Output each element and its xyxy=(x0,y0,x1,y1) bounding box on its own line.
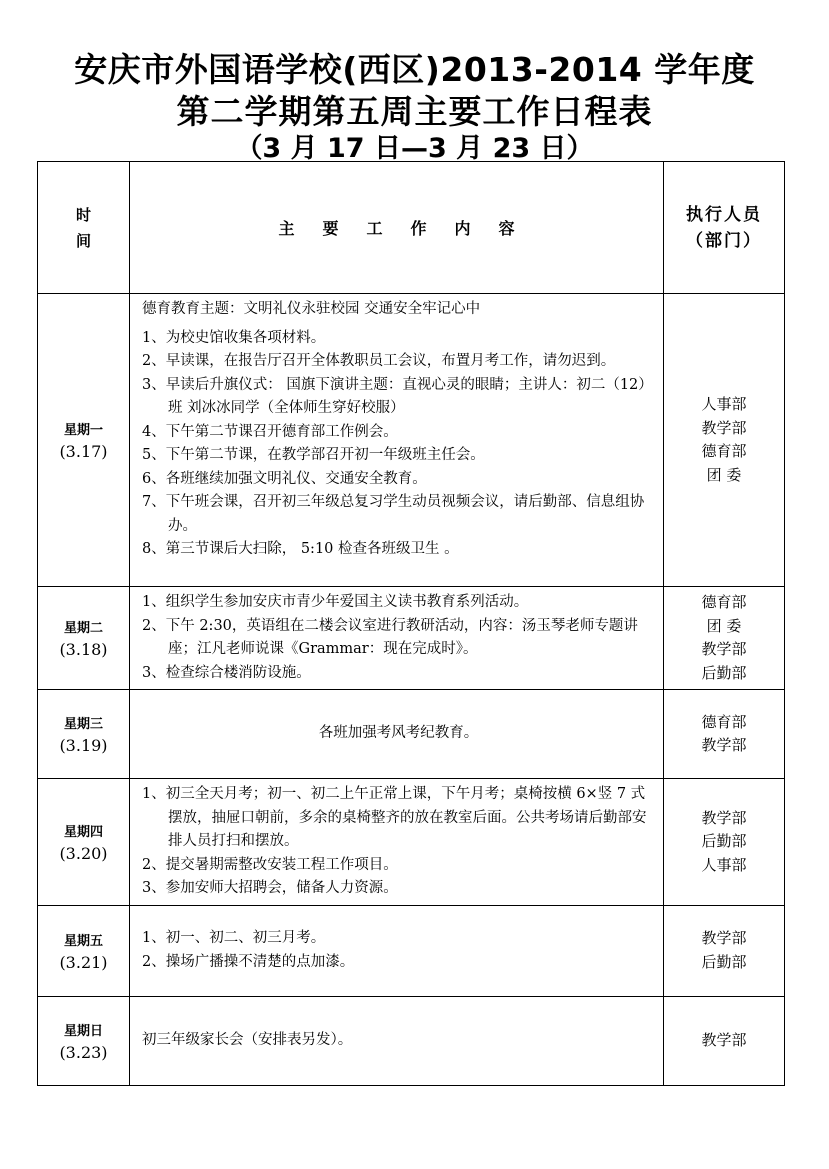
staff-dept: 后勤部 xyxy=(701,663,747,682)
staff-dept: 德育部 xyxy=(701,593,747,611)
document-subtitle: 第二学期第五周主要工作日程表 xyxy=(176,92,653,131)
header-time xyxy=(38,162,130,294)
document-title: 安庆市外国语学校(西区)2013-2014 学年度 xyxy=(74,50,755,89)
weekly-theme: 德育教育主题：文明礼仪永驻校园 交通安全牢记心中 xyxy=(142,301,481,317)
content-cell xyxy=(130,905,664,996)
table-row xyxy=(38,996,785,1085)
day-cell xyxy=(38,690,130,779)
day-name: 星期五 xyxy=(63,933,103,949)
staff-dept: 后勤部 xyxy=(701,952,747,971)
staff-cell xyxy=(664,690,785,779)
day-cell xyxy=(38,294,130,587)
staff-cell xyxy=(664,587,785,690)
day-date: (3.18) xyxy=(59,640,108,659)
day-date: (3.23) xyxy=(59,1042,108,1062)
list-item: 4、下午第二节课召开德育部工作例会。 xyxy=(142,423,398,440)
header-staff xyxy=(664,162,785,294)
list-item: 1、初一、初二、初三月考。 xyxy=(142,930,326,946)
table-row xyxy=(38,294,785,587)
content-cell xyxy=(130,587,664,690)
day-date: (3.19) xyxy=(59,736,108,755)
list-item: 7、下午班会课，召开初三年级总复习学生动员视频会议，请后勤部、信息组协办。 xyxy=(142,494,645,534)
staff-dept: 人事部 xyxy=(701,855,747,874)
list-item: 1、初三全天月考；初一、初二上午正常上课，下午月考；桌椅按横 6×竖 7 式摆放，抽屉口朝前，多余的桌椅整齐的放在教室后面。公共考场请后勤部安排人员打扫和摆放。 xyxy=(142,786,647,849)
table-row xyxy=(38,779,785,906)
staff-dept: 人事部 xyxy=(701,395,747,413)
list-item: 1、为校史馆收集各项材料。 xyxy=(142,329,326,346)
staff-dept: 教学部 xyxy=(701,640,747,658)
header-time-char-2: 间 xyxy=(75,231,91,250)
day-date: (3.17) xyxy=(59,442,108,461)
list-item: 5、下午第二节课，在教学部召开初一年级班主任会。 xyxy=(142,447,485,463)
day-cell xyxy=(38,587,130,690)
list-item: 2、操场广播操不清楚的点加漆。 xyxy=(142,953,355,970)
list-item: 2、提交暑期需整改安装工程工作项目。 xyxy=(142,856,398,873)
day-name: 星期二 xyxy=(63,621,103,636)
table-row xyxy=(38,587,785,690)
staff-dept: 教学部 xyxy=(701,418,747,437)
staff-dept: 团 委 xyxy=(706,465,742,484)
header-staff-label: 执行人员 xyxy=(686,204,762,225)
content-cell xyxy=(130,294,664,587)
content-cell xyxy=(130,779,664,906)
staff-dept: 后勤部 xyxy=(701,832,747,850)
day-date: (3.21) xyxy=(59,952,108,972)
list-item: 3、早读后升旗仪式： 国旗下演讲主题：直视心灵的眼睛；主讲人：初二（12）班 刘冰冰同学（全体师生穿好校服） xyxy=(142,376,653,416)
staff-dept: 教学部 xyxy=(701,808,747,827)
date-range: （3 月 17 日—3 月 23 日） xyxy=(235,133,594,164)
day-cell xyxy=(38,779,130,906)
day-name: 星期一 xyxy=(63,423,103,438)
day-name: 星期三 xyxy=(63,717,103,732)
staff-cell xyxy=(664,996,785,1085)
staff-dept: 德育部 xyxy=(701,442,747,460)
header-content: 主要工作内容 xyxy=(130,162,664,294)
list-item: 3、检查综合楼消防设施。 xyxy=(142,664,311,681)
table-row xyxy=(38,690,785,779)
staff-cell xyxy=(664,779,785,906)
header-row xyxy=(38,162,785,294)
list-item: 3、参加安师大招聘会，储备人力资源。 xyxy=(142,880,398,896)
staff-dept: 教学部 xyxy=(701,929,747,947)
staff-dept: 德育部 xyxy=(701,712,747,731)
content-cell xyxy=(130,690,664,779)
staff-dept: 团 委 xyxy=(706,616,742,635)
content-cell xyxy=(130,996,664,1085)
day-date: (3.20) xyxy=(59,843,108,863)
staff-cell xyxy=(664,905,785,996)
content-text: 初三年级家长会（安排表另发）。 xyxy=(142,1031,353,1048)
staff-cell xyxy=(664,294,785,587)
list-item: 8、第三节课后大扫除， 5:10 检查各班级卫生 。 xyxy=(142,541,459,557)
staff-dept: 教学部 xyxy=(701,736,747,754)
content-text: 各班加强考风考纪教育。 xyxy=(318,725,479,742)
schedule-table xyxy=(37,161,785,1086)
list-item: 6、各班继续加强文明礼仪、交通安全教育。 xyxy=(142,470,427,487)
table-row xyxy=(38,905,785,996)
list-item: 2、下午 2:30，英语组在二楼会议室进行教研活动，内容：汤玉琴老师专题讲座；江凡老师说课《Grammar：现在完成时》。 xyxy=(142,617,638,657)
header-staff-dept: （部门） xyxy=(686,230,762,251)
staff-dept: 教学部 xyxy=(701,1030,747,1049)
list-item: 1、组织学生参加安庆市青少年爱国主义读书教育系列活动。 xyxy=(142,594,529,610)
day-cell xyxy=(38,996,130,1085)
day-name: 星期四 xyxy=(63,824,103,840)
day-cell xyxy=(38,905,130,996)
header-time-char-1: 时 xyxy=(75,205,91,224)
list-item: 2、早读课，在报告厅召开全体教职员工会议，布置月考工作，请勿迟到。 xyxy=(142,353,616,369)
day-name: 星期日 xyxy=(63,1023,103,1039)
